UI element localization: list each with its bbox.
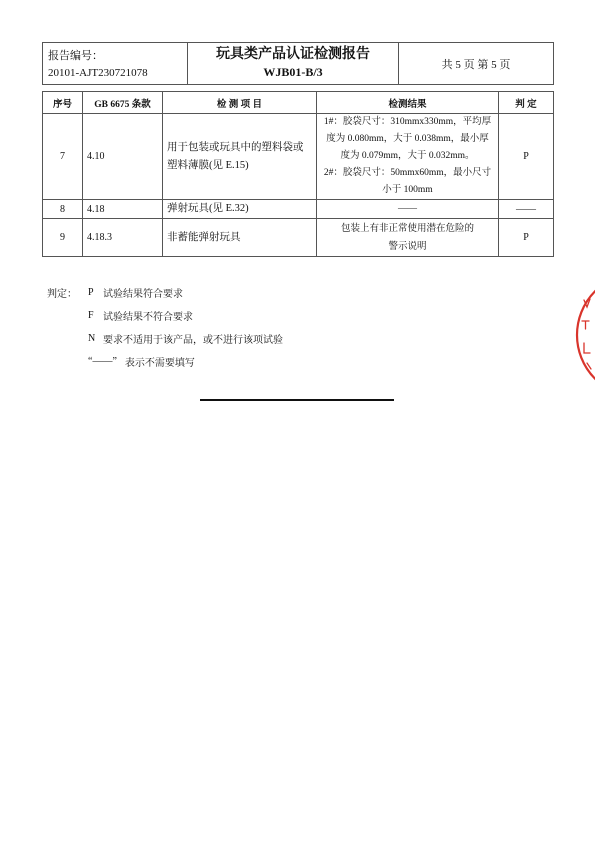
test-item-line: 塑料薄膜(见 E.15)	[167, 159, 249, 171]
row-clause: 4.18.3	[83, 219, 163, 257]
column-header-result: 检测结果	[317, 92, 499, 114]
end-of-report-line	[200, 399, 394, 401]
test-result-line: 度为 0.080mm，大于 0.038mm，最小厚	[326, 134, 489, 144]
seal	[567, 283, 595, 387]
test-result-line: 度为 0.079mm，大于 0.032mm。	[340, 151, 475, 161]
legend-item	[47, 350, 283, 373]
column-header-clause: GB 6675 条款	[83, 92, 163, 114]
table-header-row	[43, 92, 554, 114]
legend-text: 要求不适用于该产品，或不进行该项试验	[103, 335, 283, 346]
row-number: 9	[43, 219, 83, 257]
report-title-cell	[188, 43, 399, 85]
form-code: WJB01-B/3	[263, 65, 323, 79]
row-test-result	[317, 114, 499, 200]
row-test-item	[163, 200, 317, 219]
column-header-verdict: 判 定	[499, 92, 554, 114]
report-number: 20101-AJT230721078	[48, 66, 148, 79]
legend-code: F	[88, 310, 94, 321]
report-number-cell	[43, 43, 188, 85]
legend-item	[47, 281, 283, 304]
row-test-result	[317, 200, 499, 219]
row-clause: 4.10	[83, 114, 163, 200]
column-header-item: 检 测 项 目	[163, 92, 317, 114]
test-result-line: 警示说明	[388, 241, 427, 252]
test-result-line: 2#：胶袋尺寸：50mmx60mm，最小尺寸	[323, 168, 492, 178]
legend-text: 试验结果符合要求	[103, 289, 183, 300]
row-verdict: P	[499, 114, 554, 200]
legend-item	[47, 304, 283, 327]
legend-code: P	[88, 287, 94, 298]
test-result-line: 包装上有非正常使用潜在危险的	[340, 223, 474, 234]
row-test-result	[317, 219, 499, 257]
row-verdict: ——	[499, 200, 554, 219]
column-header-no: 序号	[43, 92, 83, 114]
test-result-line: 小于 100mm	[382, 185, 433, 195]
table-row	[43, 200, 554, 219]
row-test-item	[163, 114, 317, 200]
table-row	[43, 114, 554, 200]
report-header	[42, 42, 554, 85]
row-number: 8	[43, 200, 83, 219]
legend-code: N	[88, 333, 96, 344]
test-item-line: 非蓄能弹射玩具	[167, 231, 241, 243]
verdict-legend	[47, 281, 283, 373]
legend-label: 判定：	[47, 289, 77, 300]
page-info-cell	[399, 43, 554, 85]
row-number: 7	[43, 114, 83, 200]
test-result-line: 1#：胶袋尺寸：310mmx330mm，平均厚	[323, 117, 492, 127]
report-number-label: 报告编号：	[48, 49, 103, 62]
legend-item	[47, 327, 283, 350]
test-item-line: 用于包装或玩具中的塑料袋或	[167, 141, 304, 153]
row-clause: 4.18	[83, 200, 163, 219]
row-test-item	[163, 219, 317, 257]
test-result-line: ——	[398, 204, 417, 214]
page-info: 共 5 页 第 5 页	[441, 58, 511, 71]
legend-text: 表示不需要填写	[124, 358, 195, 369]
report-title: 玩具类产品认证检测报告	[216, 47, 370, 62]
legend-code: “——”	[88, 356, 117, 367]
row-verdict: P	[499, 219, 554, 257]
test-item-line: 弹射玩具(见 E.32)	[167, 203, 249, 214]
seal-ring	[577, 283, 595, 387]
table-row	[43, 219, 554, 257]
legend-text: 试验结果不符合要求	[103, 312, 193, 323]
test-results-table	[42, 91, 554, 257]
